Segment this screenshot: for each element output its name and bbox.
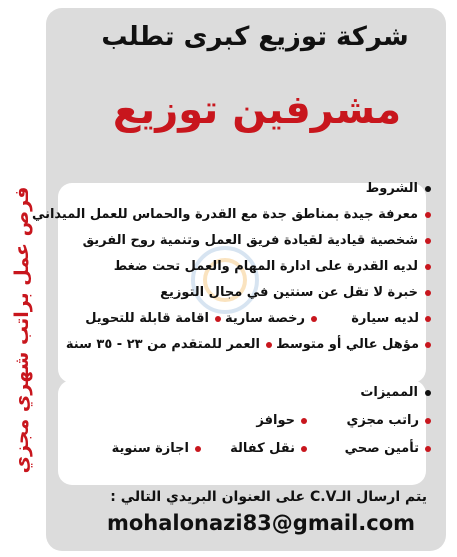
list-item: تأمين صحي — [345, 441, 431, 456]
bullet-icon — [301, 446, 307, 452]
list-item: اجازة سنوية — [112, 441, 201, 456]
bullet-icon — [195, 446, 201, 452]
list-item: العمر للمتقدم من ٢٣ - ٣٥ سنة — [66, 337, 272, 352]
contact-email[interactable]: mohalonazi83@gmail.com — [106, 511, 416, 535]
list-item: معرفة جيدة بمناطق جدة مع القدرة والحماس للعمل الميداني — [32, 207, 431, 222]
bullet-icon — [425, 316, 431, 322]
list-item: خبرة لا تقل عن سنتين في مجال التوزيع — [160, 285, 431, 300]
bullet-icon — [425, 264, 431, 270]
benefits-heading: المميزات — [360, 385, 431, 400]
list-item: نقل كفالة — [230, 441, 307, 456]
bullet-icon — [301, 418, 307, 424]
list-item: راتب مجزي — [346, 413, 431, 428]
job-title: مشرفين توزيع — [112, 87, 402, 133]
bullet-icon — [425, 186, 431, 192]
list-item: مؤهل عالي أو متوسط — [276, 337, 431, 352]
side-banner-text: فرص عمل براتب شهري مجزي — [11, 186, 33, 474]
bullet-icon — [266, 342, 272, 348]
list-item: لديه القدرة على ادارة المهام والعمل تحت ضغط — [114, 259, 431, 274]
list-item: لديه سيارة — [351, 311, 431, 326]
conditions-heading: الشروط — [366, 181, 431, 196]
watermark-logo-icon — [170, 240, 280, 320]
bullet-icon — [425, 390, 431, 396]
list-item: حوافز — [256, 413, 307, 428]
bullet-icon — [425, 342, 431, 348]
bullet-icon — [425, 238, 431, 244]
list-item: رخصة سارية — [225, 311, 317, 326]
list-item: شخصية قيادية لقيادة فريق العمل وتنمية روح الفريق — [83, 233, 431, 248]
footer-instruction: يتم ارسال الـC.V على العنوان البريدي التالي : — [110, 489, 427, 505]
bullet-icon — [215, 316, 221, 322]
bullet-icon — [311, 316, 317, 322]
bullet-icon — [425, 212, 431, 218]
bullet-icon — [425, 418, 431, 424]
bullet-icon — [425, 446, 431, 452]
headline: شركة توزيع كبرى تطلب — [101, 22, 409, 52]
list-item: اقامة قابلة للتحويل — [85, 311, 221, 326]
bullet-icon — [425, 290, 431, 296]
